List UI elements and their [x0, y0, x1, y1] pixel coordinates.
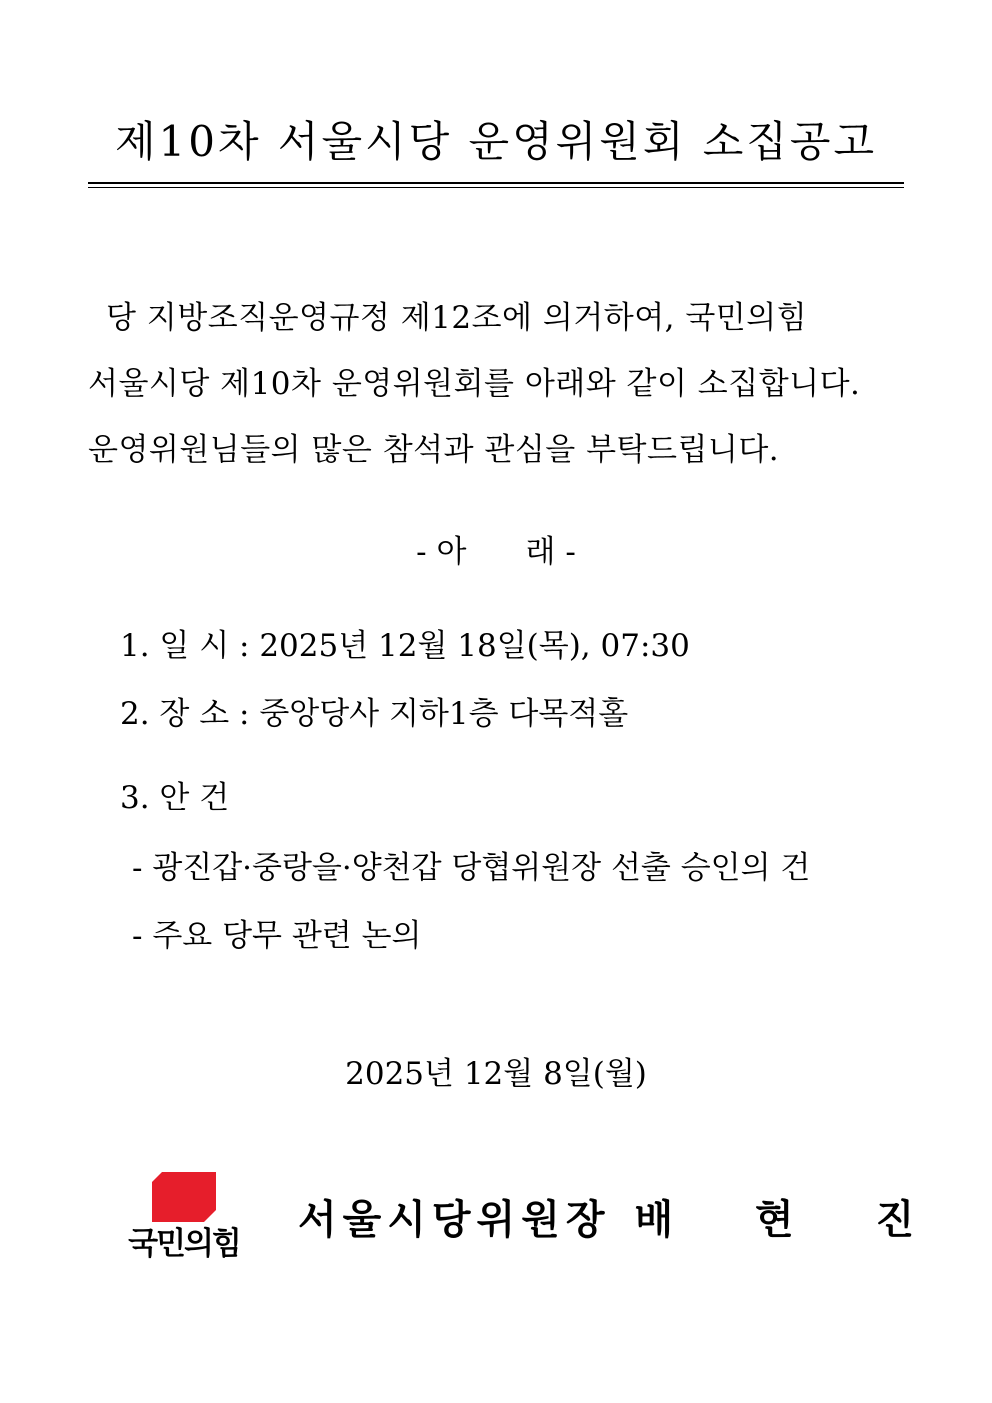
item-place: 2. 장 소 : 중앙당사 지하1층 다목적홀	[120, 696, 629, 732]
signature-title: 서울시당위원장	[298, 1196, 611, 1243]
intro-line-1: 당 지방조직운영규정 제12조에 의거하여, 국민의힘	[106, 300, 808, 336]
issue-date: 2025년 12월 8일(월)	[345, 1056, 647, 1092]
section-heading: - 아 래 -	[416, 534, 576, 570]
intro-line-3: 운영위원님들의 많은 참석과 관심을 부탁드립니다.	[88, 432, 780, 468]
agenda-item-2: - 주요 당무 관련 논의	[132, 918, 422, 954]
logo-text: 국민의힘	[128, 1226, 240, 1262]
document-title: 제10차 서울시당 운영위원회 소집공고	[114, 117, 878, 166]
title-divider	[88, 182, 904, 188]
item-agenda-heading: 3. 안 건	[120, 780, 230, 816]
signature-name: 배 현 진	[634, 1196, 949, 1243]
party-logo	[104, 1172, 264, 1272]
signature	[298, 1192, 948, 1248]
intro-line-2: 서울시당 제10차 운영위원회를 아래와 같이 소집합니다.	[88, 366, 861, 402]
agenda-item-1: - 광진갑·중랑을·양천갑 당협위원장 선출 승인의 건	[132, 850, 811, 886]
ppp-logo-icon	[152, 1172, 216, 1222]
item-datetime: 1. 일 시 : 2025년 12월 18일(목), 07:30	[120, 628, 690, 664]
